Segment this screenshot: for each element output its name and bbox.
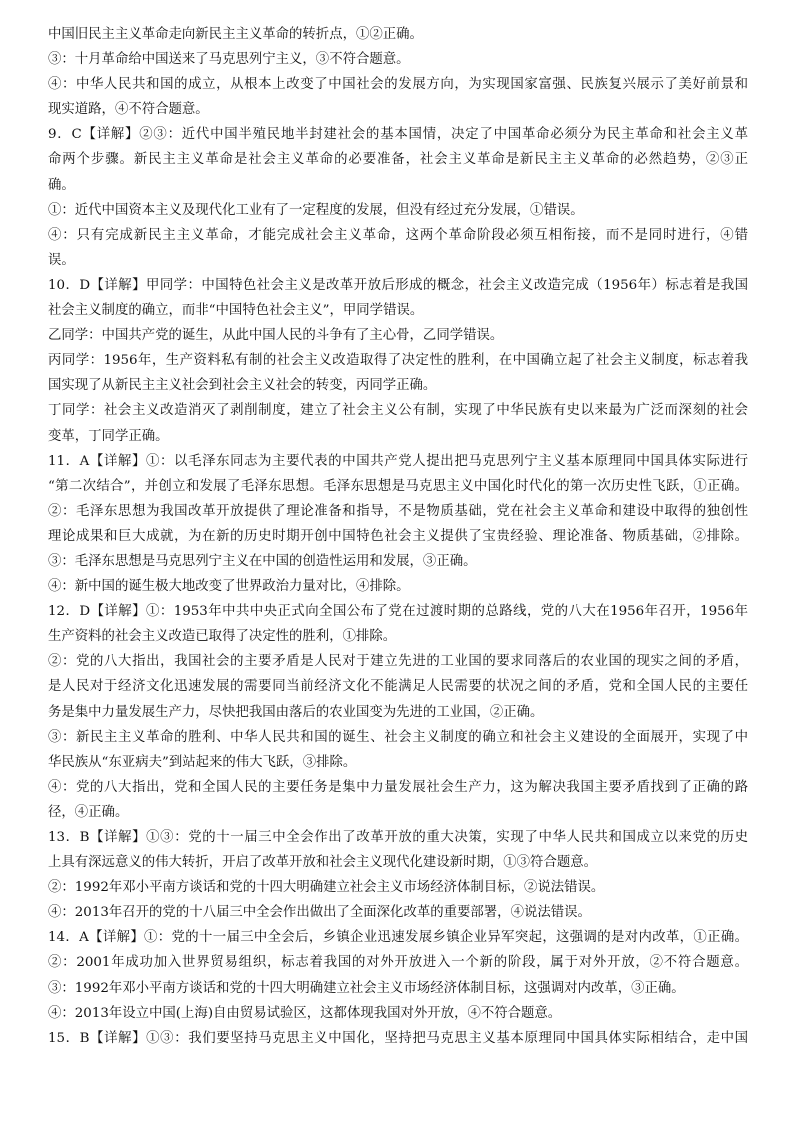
text-line: 国实现了从新民主主义社会到社会主义社会的转变，丙同学正确。 — [48, 378, 437, 394]
text-line: 乙同学：中国共产党的诞生，从此中国人民的斗争有了主心骨，乙同学错误。 — [48, 328, 504, 344]
text-line: ④：党的八大指出，党和全国人民的主要任务是集中力量发展社会生产力，这为解决我国主要矛盾找到了正确的路 — [48, 779, 748, 795]
text-line: ③：1992年邓小平南方谈话和党的十四大明确建立社会主义市场经济体制目标，这强调对内改革，③正确。 — [48, 980, 685, 996]
text-line: 生产资料的社会主义改造已取得了决定性的胜利，①排除。 — [48, 629, 397, 645]
text-line: ③：十月革命给中国送来了马克思列宁主义，③不符合题意。 — [48, 52, 410, 68]
text-line: ③：新民主主义革命的胜利、中华人民共和国的诞生、社会主义制度的确立和社会主义建设的全面展开，实现了中 — [48, 729, 748, 745]
text-line: 丁同学：社会主义改造消灭了剥削制度，建立了社会主义公有制，实现了中华民族有史以来最为广泛而深刻的社会 — [48, 403, 748, 419]
text-line: ④：中华人民共和国的成立，从根本上改变了中国社会的发展方向，为实现国家富强、民族复兴展示了美好前景和 — [48, 77, 748, 93]
text-line: 9．C【详解】②③：近代中国半殖民地半封建社会的基本国情，决定了中国革命必须分为民主革命和社会主义革 — [48, 127, 748, 143]
text-line: ④：2013年设立中国(上海)自由贸易试验区，这都体现我国对外开放，④不符合题意。 — [48, 1005, 562, 1021]
text-line: 确。 — [48, 177, 75, 193]
text-line: ④：只有完成新民主主义革命，才能完成社会主义革命，这两个革命阶段必须互相衔接，而不是同时进行，④错 — [48, 227, 748, 243]
text-line: ①：近代中国资本主义及现代化工业有了一定程度的发展，但没有经过充分发展，①错误。 — [48, 202, 584, 218]
text-line: ④：新中国的诞生极大地改变了世界政治力量对比，④排除。 — [48, 579, 410, 595]
text-line: 10．D【详解】甲同学：中国特色社会主义是改革开放后形成的概念，社会主义改造完成（1956年）标志着是我国 — [48, 277, 748, 293]
text-line: ③：毛泽东思想是马克思列宁主义在中国的创造性运用和发展，③正确。 — [48, 553, 477, 569]
text-line: 丙同学：1956年，生产资料私有制的社会主义改造取得了决定性的胜利，在中国确立起了社会主义制度，标志着我 — [48, 353, 748, 369]
text-line: 现实道路，④不符合题意。 — [48, 102, 209, 118]
text-line: “第二次结合”，并创立和发展了毛泽东思想。毛泽东思想是马克思主义中国化时代化的第一次历史性飞跃，①正确。 — [48, 478, 748, 494]
text-line: ④：2013年召开的党的十八届三中全会作出做出了全面深化改革的重要部署，④说法错误。 — [48, 905, 591, 921]
text-line: 变革，丁同学正确。 — [48, 428, 169, 444]
text-line: 15．B【详解】①③：我们要坚持马克思主义中国化，坚持把马克思主义基本原理同中国具体实际相结合，走中国 — [48, 1030, 748, 1046]
document-page — [48, 22, 748, 1051]
text-line: 误。 — [48, 252, 75, 268]
text-line: 是人民对于经济文化迅速发展的需要同当前经济文化不能满足人民需要的状况之间的矛盾，党和全国人民的主要任 — [48, 679, 748, 695]
text-line: 径，④正确。 — [48, 804, 129, 820]
text-line: 务是集中力量发展生产力，尽快把我国由落后的农业国变为先进的工业国，②正确。 — [48, 704, 544, 720]
text-line: 华民族从“东亚病夫”到站起来的伟大飞跃，③排除。 — [48, 754, 357, 770]
text-line: ②：1992年邓小平南方谈话和党的十四大明确建立社会主义市场经济体制目标，②说法错误。 — [48, 880, 605, 896]
text-line: ②：毛泽东思想为我国改革开放提供了理论准备和指导，不是物质基础，党在社会主义革命和建设中取得的独创性 — [48, 503, 748, 519]
text-line: 理论成果和巨大成就，为在新的历史时期开创中国特色社会主义提供了宝贵经验、理论准备、物质基础，②排除。 — [48, 528, 748, 544]
text-line: 命两个步骤。新民主主义革命是社会主义革命的必要准备，社会主义革命是新民主主义革命的必然趋势，②③正 — [48, 152, 748, 168]
text-line: ②：2001年成功加入世界贸易组织，标志着我国的对外开放进入一个新的阶段，属于对外开放，②不符合题意。 — [48, 955, 748, 971]
text-line: 13．B【详解】①③：党的十一届三中全会作出了改革开放的重大决策，实现了中华人民共和国成立以来党的历史 — [48, 830, 748, 845]
text-line: 14．A【详解】①：党的十一届三中全会后，乡镇企业迅速发展乡镇企业异军突起，这强调的是对内改革，①正确。 — [48, 930, 748, 946]
text-line: 12．D【详解】①：1953年中共中央正式向全国公布了党在过渡时期的总路线，党的八大在1956年召开，1956年 — [48, 604, 748, 620]
text-line: 社会主义制度的确立，而非“中国特色社会主义”，甲同学错误。 — [48, 303, 424, 319]
text-line: ②：党的八大指出，我国社会的主要矛盾是人民对于建立先进的工业国的要求同落后的农业国的现实之间的矛盾， — [48, 654, 748, 670]
text-line: 11．A【详解】①：以毛泽东同志为主要代表的中国共产党人提出把马克思列宁主义基本原理同中国具体实际进行 — [48, 453, 748, 469]
text-line: 上具有深远意义的伟大转折，开启了改革开放和社会主义现代化建设新时期，①③符合题意。 — [48, 855, 598, 871]
text-line: 中国旧民主主义革命走向新民主主义革命的转折点，①②正确。 — [48, 27, 423, 42]
